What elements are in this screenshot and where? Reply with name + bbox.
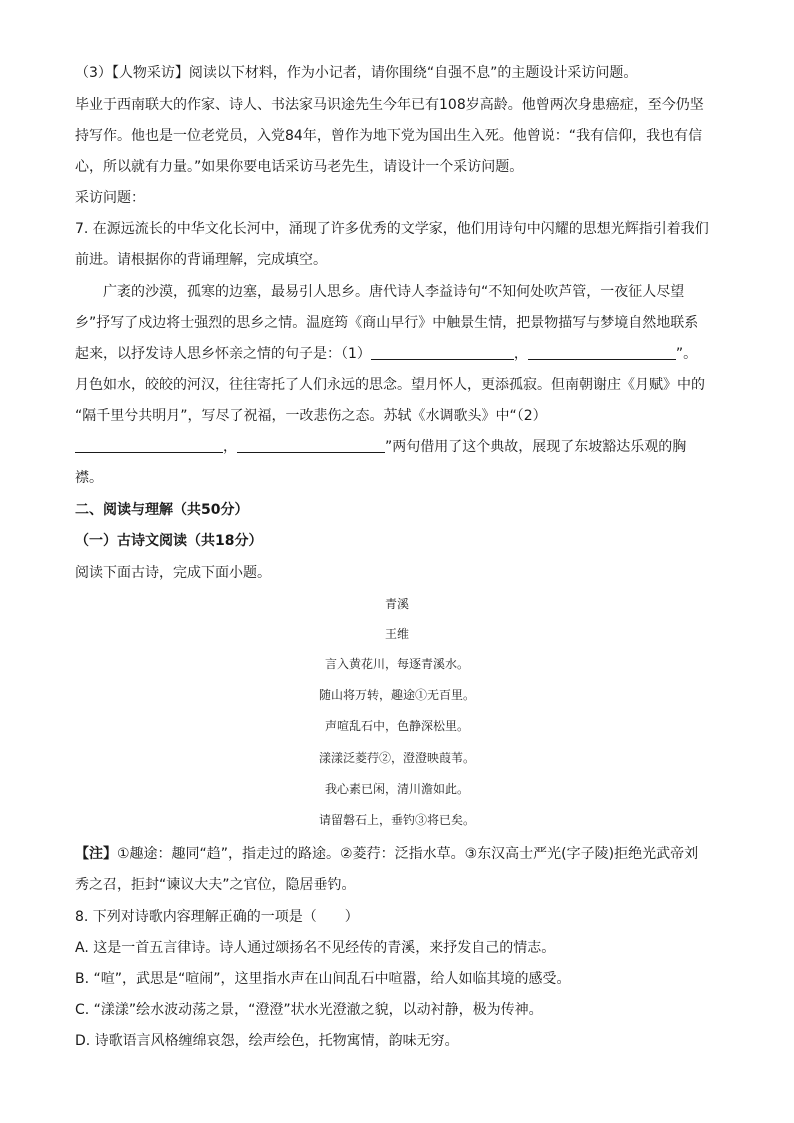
q6-3-prompt: （3）【人物采访】阅读以下材料，作为小记者，请你围绕“自强不息”的主题设计采访问题。 bbox=[75, 65, 638, 81]
q8-option-a[interactable]: A. 这是一首五言律诗。诗人通过颂扬名不见经传的青溪，来抒发自己的情志。 bbox=[75, 940, 556, 956]
subsection-title: （一）古诗文阅读（共18分） bbox=[75, 533, 263, 549]
q8-option-c[interactable]: C. “漾漾”绘水波动荡之景，“澄澄”状水光澄澈之貌，以动衬静，极为传神。 bbox=[75, 1002, 543, 1018]
q7-passage-line bbox=[75, 437, 725, 457]
note-label: 【注】 bbox=[75, 846, 117, 862]
q7-passage-line: 襟。 bbox=[75, 470, 103, 486]
fill-blank-1a[interactable] bbox=[371, 345, 514, 360]
poem-author: 王维 bbox=[384, 627, 409, 641]
q8-stem: 8. 下列对诗歌内容理解正确的一项是（ ） bbox=[75, 909, 359, 925]
q7-blank-lead-text: 起来，以抒发诗人思乡怀亲之情的句子是：（1） bbox=[75, 346, 371, 362]
poem-line: 我心素已闲，清川澹如此。 bbox=[324, 782, 469, 796]
q6-3-material-line: 持写作。他也是一位老党员，入党84年，曾作为地下党为国出生入死。他曾说：“我有信仰，我也有信 bbox=[75, 128, 703, 144]
note-line: 秀之召，拒封“谏议大夫”之官位，隐居垂钓。 bbox=[75, 877, 356, 893]
q7-stem-line: 前进。请根据你的背诵理解，完成填空。 bbox=[75, 252, 327, 268]
poem-title: 青溪 bbox=[384, 597, 409, 611]
q7-passage-line: “隔千里兮共明月”，写尽了祝福，一改悲伤之态。苏轼《水调歌头》中“（2） bbox=[75, 408, 547, 424]
q7-trailing-text: ”两句借用了这个典故，展现了东坡豁达乐观的胸 bbox=[385, 439, 687, 455]
note-line bbox=[75, 844, 725, 864]
fill-blank-2a[interactable] bbox=[75, 438, 223, 453]
fill-blank-2b[interactable] bbox=[237, 438, 385, 453]
note-text: ①趣途：趣同“趋”，指走过的路途。②菱荇：泛指水草。③东汉高士严光(字子陵)拒绝光武帝刘 bbox=[117, 846, 699, 862]
q6-3-material-line: 毕业于西南联大的作家、诗人、书法家马识途先生今年已有108岁高龄。他曾两次身患癌症，至今仍坚 bbox=[75, 97, 704, 113]
fill-blank-1b[interactable] bbox=[528, 345, 676, 360]
poem-line: 漾漾泛菱荇②，澄澄映葭苇。 bbox=[318, 751, 475, 765]
q6-3-material-line: 心，所以就有力量。”如果你要电话采访马老先生，请设计一个采访问题。 bbox=[75, 159, 524, 175]
comma: ， bbox=[223, 439, 237, 455]
q7-passage-line bbox=[75, 344, 725, 364]
comma: ， bbox=[513, 346, 528, 362]
reading-instruction: 阅读下面古诗，完成下面小题。 bbox=[75, 565, 271, 581]
q7-passage-line: 广袤的沙漠，孤寒的边塞，最易引人思乡。唐代诗人李益诗句“不知何处吹芦管，一夜征人尽望 bbox=[103, 284, 685, 300]
poem-line: 言入黄花川，每逐青溪水。 bbox=[324, 657, 469, 671]
q6-3-answer-label: 采访问题： bbox=[75, 190, 145, 206]
poem-line: 声喧乱石中，色静深松里。 bbox=[324, 719, 469, 733]
q7-stem-line: 7. 在源远流长的中华文化长河中，涌现了许多优秀的文学家，他们用诗句中闪耀的思想光辉指引着我们 bbox=[75, 221, 709, 237]
q8-option-d[interactable]: D. 诗歌语言风格缠绵哀怨，绘声绘色，托物寓情，韵味无穷。 bbox=[75, 1033, 459, 1049]
q7-passage-line: 月色如水，皎皎的河汉，往往寄托了人们永远的思念。望月怀人，更添孤寂。但南朝谢庄《月赋》中的 bbox=[75, 377, 705, 393]
close-quote: ”。 bbox=[675, 346, 698, 362]
poem-line: 请留磐石上，垂钓③将已矣。 bbox=[318, 813, 475, 827]
poem-line: 随山将万转，趣途①无百里。 bbox=[318, 688, 475, 702]
section-title: 二、阅读与理解（共50分） bbox=[75, 502, 249, 518]
q7-passage-line: 乡”抒写了戍边将士强烈的思乡之情。温庭筠《商山早行》中触景生情，把景物描写与梦境自然地联系 bbox=[75, 315, 699, 331]
q8-option-b[interactable]: B. “喧”，武思是“喧闹”，这里指水声在山间乱石中喧嚣，给人如临其境的感受。 bbox=[75, 971, 571, 987]
